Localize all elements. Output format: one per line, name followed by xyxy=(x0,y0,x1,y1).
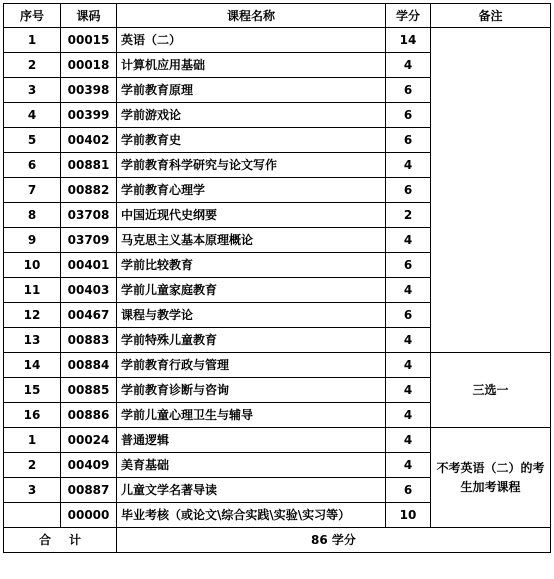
row-code: 00886 xyxy=(61,403,117,428)
table-row xyxy=(4,28,551,53)
row-idx: 16 xyxy=(4,403,61,428)
row-credit: 4 xyxy=(386,453,431,478)
row-credit: 6 xyxy=(386,103,431,128)
row-credit: 4 xyxy=(386,278,431,303)
row-credit: 4 xyxy=(386,428,431,453)
row-idx: 11 xyxy=(4,278,61,303)
header-note: 备注 xyxy=(431,4,551,28)
row-credit: 14 xyxy=(386,28,431,53)
row-code: 00882 xyxy=(61,178,117,203)
row-code: 00885 xyxy=(61,378,117,403)
row-idx xyxy=(4,503,61,528)
row-credit: 6 xyxy=(386,478,431,503)
total-label-a: 合 xyxy=(38,533,51,547)
row-credit: 4 xyxy=(386,153,431,178)
table-row xyxy=(4,428,551,453)
row-idx: 14 xyxy=(4,353,61,378)
total-label xyxy=(4,528,117,553)
row-code: 00398 xyxy=(61,78,117,103)
row-code: 00883 xyxy=(61,328,117,353)
row-name: 学前教育原理 xyxy=(117,78,386,103)
row-code: 03708 xyxy=(61,203,117,228)
row-code: 03709 xyxy=(61,228,117,253)
row-credit: 6 xyxy=(386,128,431,153)
row-credit: 4 xyxy=(386,328,431,353)
total-row xyxy=(4,528,551,553)
row-idx: 2 xyxy=(4,53,61,78)
total-value: 86 学分 xyxy=(117,528,551,553)
row-idx: 10 xyxy=(4,253,61,278)
row-name: 课程与教学论 xyxy=(117,303,386,328)
row-name: 儿童文学名著导读 xyxy=(117,478,386,503)
row-idx: 3 xyxy=(4,78,61,103)
row-code: 00403 xyxy=(61,278,117,303)
note-extra-text: 不考英语（二）的考生加考课程 xyxy=(436,460,545,494)
row-name: 马克思主义基本原理概论 xyxy=(117,228,386,253)
row-code: 00018 xyxy=(61,53,117,78)
row-name: 学前游戏论 xyxy=(117,103,386,128)
row-name: 中国近现代史纲要 xyxy=(117,203,386,228)
header-code: 课码 xyxy=(61,4,117,28)
row-name: 学前教育心理学 xyxy=(117,178,386,203)
row-credit: 6 xyxy=(386,78,431,103)
row-credit: 4 xyxy=(386,53,431,78)
row-name: 学前儿童家庭教育 xyxy=(117,278,386,303)
row-name: 学前教育科学研究与论文写作 xyxy=(117,153,386,178)
row-idx: 7 xyxy=(4,178,61,203)
row-idx: 9 xyxy=(4,228,61,253)
row-code: 00884 xyxy=(61,353,117,378)
note-choose-one: 三选一 xyxy=(431,353,551,428)
row-name: 毕业考核（或论文\综合实践\实验\实习等） xyxy=(117,503,386,528)
row-idx: 13 xyxy=(4,328,61,353)
row-code: 00015 xyxy=(61,28,117,53)
row-code: 00399 xyxy=(61,103,117,128)
row-name: 计算机应用基础 xyxy=(117,53,386,78)
row-idx: 15 xyxy=(4,378,61,403)
header-idx: 序号 xyxy=(4,4,61,28)
row-credit: 4 xyxy=(386,378,431,403)
header-name: 课程名称 xyxy=(117,4,386,28)
row-name: 学前特殊儿童教育 xyxy=(117,328,386,353)
row-idx: 3 xyxy=(4,478,61,503)
row-code: 00402 xyxy=(61,128,117,153)
course-table xyxy=(3,3,551,553)
row-code: 00881 xyxy=(61,153,117,178)
row-idx: 6 xyxy=(4,153,61,178)
row-credit: 10 xyxy=(386,503,431,528)
table-row xyxy=(4,353,551,378)
row-name: 学前教育行政与管理 xyxy=(117,353,386,378)
row-code: 00024 xyxy=(61,428,117,453)
row-code: 00409 xyxy=(61,453,117,478)
row-idx: 8 xyxy=(4,203,61,228)
row-code: 00467 xyxy=(61,303,117,328)
row-code: 00000 xyxy=(61,503,117,528)
row-name: 学前教育诊断与咨询 xyxy=(117,378,386,403)
row-idx: 5 xyxy=(4,128,61,153)
row-code: 00887 xyxy=(61,478,117,503)
row-name: 学前比较教育 xyxy=(117,253,386,278)
row-credit: 6 xyxy=(386,253,431,278)
header-row xyxy=(4,4,551,28)
row-credit: 4 xyxy=(386,403,431,428)
header-credit: 学分 xyxy=(386,4,431,28)
row-credit: 4 xyxy=(386,228,431,253)
row-name: 学前儿童心理卫生与辅导 xyxy=(117,403,386,428)
row-credit: 6 xyxy=(386,178,431,203)
row-credit: 4 xyxy=(386,353,431,378)
note-extra xyxy=(431,428,551,528)
row-credit: 6 xyxy=(386,303,431,328)
row-code: 00401 xyxy=(61,253,117,278)
note-empty xyxy=(431,28,551,353)
row-name: 美育基础 xyxy=(117,453,386,478)
row-idx: 1 xyxy=(4,428,61,453)
row-idx: 1 xyxy=(4,28,61,53)
row-idx: 12 xyxy=(4,303,61,328)
total-label-b: 计 xyxy=(68,533,81,547)
row-name: 普通逻辑 xyxy=(117,428,386,453)
row-name: 英语（二） xyxy=(117,28,386,53)
row-credit: 2 xyxy=(386,203,431,228)
row-name: 学前教育史 xyxy=(117,128,386,153)
row-idx: 2 xyxy=(4,453,61,478)
row-idx: 4 xyxy=(4,103,61,128)
